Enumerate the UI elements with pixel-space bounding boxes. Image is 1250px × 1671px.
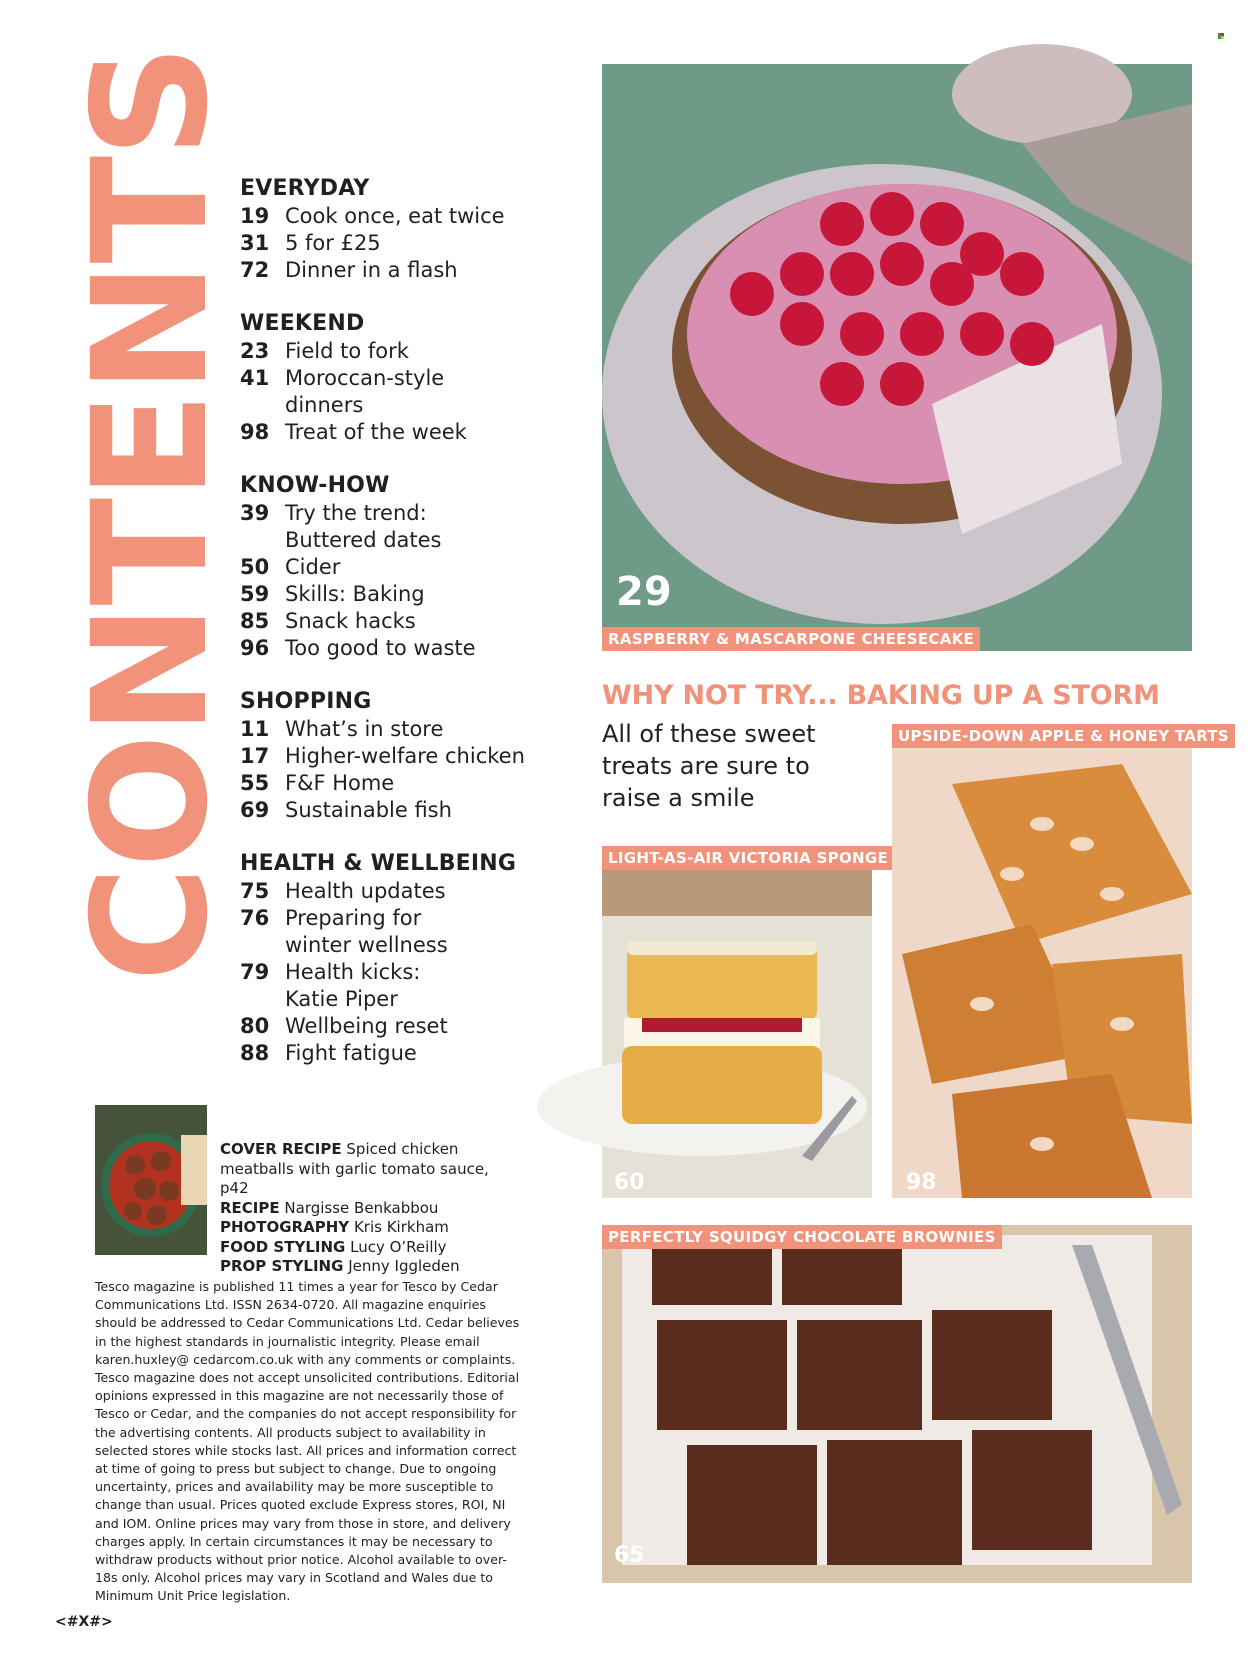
toc-page: 88 [240,1041,270,1065]
brownies-photo[interactable] [602,1225,1192,1583]
section-shopping [240,689,540,824]
cover-meatballs-illustration [95,1105,207,1255]
toc-page: 39 [240,501,270,525]
toc-title: Treat of the week [285,420,467,444]
toc-title: Try the trend: Buttered dates [285,501,442,552]
toc-title: F&F Home [285,771,395,795]
section-everyday [240,176,540,284]
toc-title: Snack hacks [285,609,416,633]
toc-title: What’s in store [285,717,444,741]
toc-entry[interactable] [240,581,540,608]
corner-mark-icon [1218,33,1225,40]
why-not-try-subtitle: All of these sweet treats are sure to raise a smile [602,720,816,812]
toc-title: Preparing for winter wellness [285,906,448,957]
toc-page: 85 [240,609,270,633]
toc-page: 76 [240,906,270,930]
section-title: WEEKEND [240,311,365,336]
credits [220,1140,520,1277]
credit-line [220,1238,520,1258]
credit-role: RECIPE [220,1198,280,1217]
credit-role: PROP STYLING [220,1257,344,1275]
toc-entry[interactable] [240,419,540,446]
toc-title: Higher-welfare chicken [285,744,525,768]
toc-entry[interactable] [240,203,540,230]
toc-entry[interactable] [240,878,540,905]
section-title: HEALTH & WELLBEING [240,851,517,876]
cheesecake-label: RASPBERRY & MASCARPONE CHEESECAKE [602,627,980,651]
tarts-illustration [892,724,1192,1198]
section-weekend [240,311,540,446]
toc-title: Moroccan-style dinners [285,366,445,417]
brownies-illustration [602,1225,1192,1583]
section-title: SHOPPING [240,689,372,714]
section-title: EVERYDAY [240,176,370,201]
toc-page: 11 [240,717,270,741]
toc-title: Skills: Baking [285,582,425,606]
credit-text: Spiced chicken meatballs with garlic tomato sauce, p42 [220,1140,489,1197]
toc-page: 19 [240,204,270,228]
credit-line [220,1218,520,1238]
toc-page: 96 [240,636,270,660]
toc-title: Wellbeing reset [285,1014,448,1038]
credit-line [220,1257,520,1277]
contents-heading [59,45,243,982]
toc-title: Sustainable fish [285,798,452,822]
toc-entry[interactable] [240,716,540,743]
toc-page: 59 [240,582,270,606]
sponge-illustration [602,846,872,1198]
brownies-page-number: 65 [614,1543,645,1568]
toc-entry[interactable] [240,743,540,770]
toc-title: Fight fatigue [285,1041,417,1065]
toc-page: 80 [240,1014,270,1038]
toc-entry[interactable] [240,1013,540,1040]
credit-text: Jenny Iggleden [348,1257,460,1275]
legal-notice: Tesco magazine is published 11 times a year for Tesco by Cedar Communications Ltd. ISSN 2634-0720. All magazine enquiries should be addressed to Cedar Communications Ltd. Cedar believes in the highest standards in journalistic integrity. Please email karen.huxley@ cedarcom.co.uk with any comments or complaints. Tesco magazine does not accept unsolicited contributions. Editorial opinions expressed in this magazine are not necessarily those of Tesco or Cedar, and the companies do not accept responsibility for the advertising contents. All products subject to availability in selected stores while stocks last. All prices and information correct at time of going to press but subject to change. Due to ongoing uncertainty, prices and availability may be more susceptible to change than usual. Prices quoted exclude Express stores, ROI, NI and IOM. Online prices may vary from those in store, and delivery charges apply. In certain circumstances it may be necessary to withdraw products without prior notice. Alcohol available to over-18s only. Alcohol prices may vary in Scotland and Wales due to Minimum Unit Price legislation. [95,1279,520,1604]
toc-entry[interactable] [240,257,540,284]
credit-role: COVER RECIPE [220,1140,342,1158]
toc-title: Cider [285,555,341,579]
cheesecake-photo[interactable] [602,64,1192,651]
toc-page: 55 [240,771,270,795]
toc-title: Health updates [285,879,446,903]
toc-entry[interactable] [240,230,540,257]
toc-entry[interactable] [240,500,470,554]
cover-thumbnail [95,1105,207,1255]
toc-entry[interactable] [240,365,470,419]
brownies-label: PERFECTLY SQUIDGY CHOCOLATE BROWNIES [602,1225,1002,1249]
credit-text: Lucy O’Reilly [350,1237,447,1256]
toc-page: 41 [240,366,270,390]
toc-entry[interactable] [240,959,450,1013]
section-health-wellbeing [240,851,540,1067]
toc-title: 5 for £25 [285,231,381,255]
toc-entry[interactable] [240,770,540,797]
toc-page: 50 [240,555,270,579]
toc-title: Field to fork [285,339,409,363]
toc-entry[interactable] [240,905,480,959]
credit-text: Nargisse Benkabbou [284,1198,439,1217]
tarts-page-number: 98 [906,1170,937,1195]
credit-line [220,1140,520,1199]
toc-entry[interactable] [240,1040,540,1067]
toc-page: 79 [240,960,270,984]
contents-heading-text: CONTENTS [59,45,243,982]
toc-title: Dinner in a flash [285,258,458,282]
page-folio: <#X#> [55,1614,113,1630]
toc-page: 75 [240,879,270,903]
credit-role: FOOD STYLING [220,1237,346,1256]
toc-page: 72 [240,258,270,282]
credit-text: Kris Kirkham [353,1218,449,1236]
credit-role: PHOTOGRAPHY [220,1218,350,1236]
toc-page: 23 [240,339,270,363]
sponge-label: LIGHT-AS-AIR VICTORIA SPONGE [602,846,894,870]
toc-title: Health kicks: Katie Piper [285,960,421,1011]
toc-page: 31 [240,231,270,255]
tarts-label: UPSIDE-DOWN APPLE & HONEY TARTS [892,724,1235,748]
section-know-how [240,473,540,662]
cheesecake-illustration [602,64,1192,651]
toc-entry[interactable] [240,554,540,581]
toc-entry[interactable] [240,338,540,365]
credit-line [220,1199,520,1219]
toc-entry[interactable] [240,797,540,824]
toc-page: 17 [240,744,270,768]
toc-entry[interactable] [240,608,540,635]
cheesecake-page-number: 29 [616,569,672,615]
why-not-try-title: WHY NOT TRY... BAKING UP A STORM [602,680,1160,711]
toc-title: Too good to waste [285,636,476,660]
tarts-photo[interactable] [892,724,1230,1198]
sponge-page-number: 60 [614,1170,645,1195]
sponge-photo[interactable] [602,846,889,1198]
toc-page: 98 [240,420,270,444]
section-title: KNOW-HOW [240,473,390,498]
toc-entry[interactable] [240,635,540,662]
toc-title: Cook once, eat twice [285,204,505,228]
toc-page: 69 [240,798,270,822]
